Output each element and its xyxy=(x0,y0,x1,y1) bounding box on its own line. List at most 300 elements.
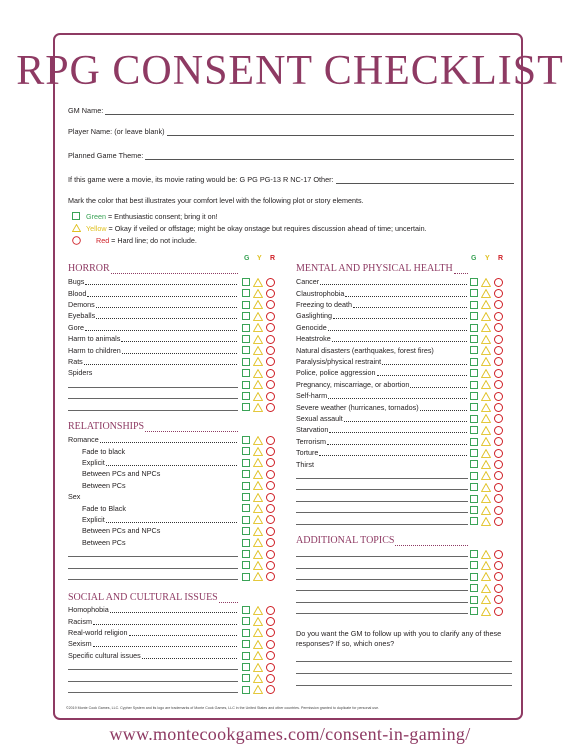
green-checkbox[interactable] xyxy=(242,640,250,648)
red-circle-checkbox[interactable] xyxy=(266,458,275,467)
legend-red xyxy=(96,236,197,245)
gyr-choice-group xyxy=(242,300,275,309)
green-checkbox[interactable] xyxy=(242,459,250,467)
red-circle-checkbox[interactable] xyxy=(266,380,275,389)
green-checkbox[interactable] xyxy=(470,607,478,615)
red-circle-checkbox[interactable] xyxy=(494,471,503,480)
green-checkbox[interactable] xyxy=(470,426,478,434)
green-checkbox[interactable] xyxy=(470,561,478,569)
green-checkbox[interactable] xyxy=(242,561,250,569)
green-checkbox[interactable] xyxy=(470,403,478,411)
yellow-triangle-checkbox[interactable] xyxy=(253,527,263,536)
yellow-triangle-icon xyxy=(72,224,81,232)
leader-dots xyxy=(110,606,237,613)
red-circle-checkbox[interactable] xyxy=(266,357,275,366)
green-checkbox[interactable] xyxy=(470,301,478,309)
gyr-choice-group xyxy=(242,458,275,467)
red-circle-checkbox[interactable] xyxy=(494,392,503,401)
gyr-choice-group xyxy=(242,640,275,649)
gyr-choice-group xyxy=(242,606,275,615)
checklist-item-label: Eyeballs xyxy=(68,311,96,321)
red-circle-checkbox[interactable] xyxy=(266,651,275,660)
red-circle-checkbox[interactable] xyxy=(266,685,275,694)
green-checkbox[interactable] xyxy=(242,527,250,535)
leader-dots xyxy=(353,301,467,308)
yellow-triangle-checkbox[interactable] xyxy=(253,640,263,649)
write-in-line[interactable] xyxy=(68,550,238,557)
red-circle-checkbox[interactable] xyxy=(494,494,503,503)
red-circle-checkbox[interactable] xyxy=(266,481,275,490)
leader-dots xyxy=(410,381,467,388)
checklist-row xyxy=(296,322,468,333)
legend-yellow xyxy=(86,224,427,233)
checklist-row xyxy=(68,344,238,355)
movie-rating-field[interactable] xyxy=(68,175,514,184)
gyr-choice-group xyxy=(242,335,275,344)
green-checkbox[interactable] xyxy=(470,495,478,503)
yellow-triangle-checkbox[interactable] xyxy=(481,595,491,604)
yellow-triangle-checkbox[interactable] xyxy=(253,685,263,694)
gyr-choice-group xyxy=(242,392,275,401)
checklist-item-label: Rats xyxy=(68,356,83,366)
yellow-triangle-checkbox[interactable] xyxy=(481,506,491,515)
blank-row xyxy=(296,605,468,616)
red-circle-checkbox[interactable] xyxy=(266,323,275,332)
red-circle-checkbox[interactable] xyxy=(494,323,503,332)
red-circle-checkbox[interactable] xyxy=(266,663,275,672)
green-checkbox[interactable] xyxy=(242,346,250,354)
green-checkbox[interactable] xyxy=(470,415,478,423)
blank-row xyxy=(296,559,468,570)
checklist-row xyxy=(68,525,238,536)
checklist-item-label: Between PCs xyxy=(82,537,126,547)
red-circle-checkbox[interactable] xyxy=(266,527,275,536)
write-in-line[interactable] xyxy=(68,573,238,580)
leader-dots xyxy=(93,640,237,647)
green-checkbox[interactable] xyxy=(470,449,478,457)
yellow-triangle-checkbox[interactable] xyxy=(253,312,263,321)
gyr-choice-group xyxy=(242,550,275,559)
gyr-choice-group xyxy=(242,561,275,570)
green-checkbox[interactable] xyxy=(470,358,478,366)
leader-dots xyxy=(96,312,237,319)
red-circle-checkbox[interactable] xyxy=(266,403,275,412)
yellow-triangle-checkbox[interactable] xyxy=(253,515,263,524)
yellow-triangle-checkbox[interactable] xyxy=(253,481,263,490)
green-checkbox[interactable] xyxy=(470,289,478,297)
gyr-choice-group xyxy=(470,584,503,593)
blank-row xyxy=(68,571,238,582)
yellow-triangle-checkbox[interactable] xyxy=(253,323,263,332)
green-checkbox[interactable] xyxy=(242,381,250,389)
green-checkbox[interactable] xyxy=(242,686,250,694)
yellow-triangle-checkbox[interactable] xyxy=(253,663,263,672)
gm-name-label: GM Name: xyxy=(68,106,104,115)
blank-row xyxy=(296,594,468,605)
yellow-triangle-checkbox[interactable] xyxy=(253,392,263,401)
write-in-line[interactable] xyxy=(296,562,468,569)
yellow-triangle-checkbox[interactable] xyxy=(481,471,491,480)
red-circle-checkbox[interactable] xyxy=(494,278,503,287)
red-circle-checkbox[interactable] xyxy=(494,561,503,570)
yellow-triangle-checkbox[interactable] xyxy=(481,550,491,559)
checklist-item-label: Sexual assault xyxy=(296,413,343,423)
green-checkbox[interactable] xyxy=(242,278,250,286)
gyr-choice-group xyxy=(470,471,503,480)
write-in-line[interactable] xyxy=(68,404,238,411)
write-in-line[interactable] xyxy=(296,483,468,490)
write-in-line[interactable] xyxy=(68,381,238,388)
yellow-triangle-checkbox[interactable] xyxy=(253,504,263,513)
gyr-choice-group xyxy=(470,289,503,298)
red-circle-checkbox[interactable] xyxy=(494,335,503,344)
yellow-triangle-checkbox[interactable] xyxy=(253,380,263,389)
green-checkbox[interactable] xyxy=(242,504,250,512)
red-circle-checkbox[interactable] xyxy=(494,414,503,423)
checklist-item-label: Between PCs and NPCs xyxy=(82,526,161,536)
yellow-triangle-checkbox[interactable] xyxy=(253,538,263,547)
yellow-triangle-checkbox[interactable] xyxy=(481,414,491,423)
red-circle-checkbox[interactable] xyxy=(494,357,503,366)
red-circle-checkbox[interactable] xyxy=(494,346,503,355)
checklist-row xyxy=(296,276,468,287)
red-circle-checkbox[interactable] xyxy=(266,504,275,513)
checklist-item-label: Harm to animals xyxy=(68,334,121,344)
red-circle-checkbox[interactable] xyxy=(494,289,503,298)
yellow-triangle-checkbox[interactable] xyxy=(481,584,491,593)
green-checkbox[interactable] xyxy=(242,516,250,524)
red-circle-checkbox[interactable] xyxy=(494,426,503,435)
gm-name-field[interactable] xyxy=(68,106,514,115)
red-circle-checkbox[interactable] xyxy=(266,538,275,547)
leader-dots xyxy=(377,369,467,376)
yellow-triangle-checkbox[interactable] xyxy=(481,449,491,458)
red-circle-checkbox[interactable] xyxy=(494,483,503,492)
green-checkbox[interactable] xyxy=(470,596,478,604)
yellow-triangle-checkbox[interactable] xyxy=(253,617,263,626)
yellow-triangle-checkbox[interactable] xyxy=(481,335,491,344)
checklist-item-label: Genocide xyxy=(296,322,327,332)
gyr-choice-group xyxy=(242,481,275,490)
followup-line[interactable] xyxy=(296,684,512,686)
green-checkbox[interactable] xyxy=(470,483,478,491)
red-circle-checkbox[interactable] xyxy=(266,561,275,570)
green-checkbox[interactable] xyxy=(470,324,478,332)
red-circle-checkbox[interactable] xyxy=(494,312,503,321)
green-checkbox[interactable] xyxy=(242,358,250,366)
green-checkbox[interactable] xyxy=(242,301,250,309)
checklist-item-label: Pregnancy, miscarriage, or abortion xyxy=(296,379,410,389)
yellow-triangle-checkbox[interactable] xyxy=(253,300,263,309)
yellow-triangle-checkbox[interactable] xyxy=(253,289,263,298)
gyr-choice-group xyxy=(470,449,503,458)
green-checkbox[interactable] xyxy=(242,403,250,411)
yellow-triangle-checkbox[interactable] xyxy=(253,357,263,366)
checklist-row xyxy=(68,604,238,615)
red-circle-checkbox[interactable] xyxy=(494,449,503,458)
green-checkbox[interactable] xyxy=(470,550,478,558)
red-circle-checkbox[interactable] xyxy=(494,460,503,469)
yellow-triangle-checkbox[interactable] xyxy=(253,278,263,287)
red-circle-checkbox[interactable] xyxy=(494,506,503,515)
green-checkbox[interactable] xyxy=(470,392,478,400)
yellow-triangle-checkbox[interactable] xyxy=(253,470,263,479)
yellow-triangle-checkbox[interactable] xyxy=(481,289,491,298)
red-circle-checkbox[interactable] xyxy=(266,289,275,298)
red-circle-checkbox[interactable] xyxy=(494,380,503,389)
green-checkbox[interactable] xyxy=(242,629,250,637)
green-checkbox[interactable] xyxy=(470,517,478,525)
gyr-choice-group xyxy=(470,460,503,469)
yellow-triangle-checkbox[interactable] xyxy=(481,561,491,570)
write-in-line[interactable] xyxy=(68,663,238,670)
yellow-triangle-checkbox[interactable] xyxy=(253,493,263,502)
red-circle-checkbox[interactable] xyxy=(266,369,275,378)
yellow-triangle-checkbox[interactable] xyxy=(481,460,491,469)
section-social-title: SOCIAL AND CULTURAL ISSUES xyxy=(68,592,238,603)
red-circle-checkbox[interactable] xyxy=(266,640,275,649)
player-name-line[interactable] xyxy=(167,128,514,136)
yellow-triangle-checkbox[interactable] xyxy=(481,517,491,526)
green-checkbox[interactable] xyxy=(242,493,250,501)
page-title: RPG CONSENT CHECKLIST xyxy=(16,48,564,94)
yellow-triangle-checkbox[interactable] xyxy=(253,403,263,412)
red-circle-checkbox[interactable] xyxy=(266,447,275,456)
red-circle-checkbox[interactable] xyxy=(494,437,503,446)
write-in-line[interactable] xyxy=(296,596,468,603)
followup-line[interactable] xyxy=(296,660,512,662)
green-checkbox[interactable] xyxy=(470,278,478,286)
blank-row xyxy=(68,559,238,570)
yellow-triangle-checkbox[interactable] xyxy=(253,447,263,456)
green-checkbox[interactable] xyxy=(470,584,478,592)
yellow-triangle-checkbox[interactable] xyxy=(481,346,491,355)
write-in-line[interactable] xyxy=(296,607,468,614)
write-in-line[interactable] xyxy=(296,550,468,557)
movie-rating-line[interactable] xyxy=(336,176,514,184)
green-checkbox[interactable] xyxy=(242,470,250,478)
yellow-triangle-checkbox[interactable] xyxy=(253,561,263,570)
yellow-triangle-checkbox[interactable] xyxy=(253,335,263,344)
write-in-line[interactable] xyxy=(296,518,468,525)
red-circle-checkbox[interactable] xyxy=(494,550,503,559)
gyr-choice-group xyxy=(242,527,275,536)
checklist-item-label: Between PCs and NPCs xyxy=(82,469,161,479)
green-checkbox[interactable] xyxy=(242,482,250,490)
yellow-triangle-checkbox[interactable] xyxy=(253,436,263,445)
gyr-choice-group xyxy=(470,380,503,389)
red-circle-checkbox[interactable] xyxy=(494,595,503,604)
checklist-item-label: Natural disasters (earthquakes, forest fires) xyxy=(296,345,434,355)
red-circle-checkbox[interactable] xyxy=(494,403,503,412)
followup-line[interactable] xyxy=(296,672,512,674)
red-circle-checkbox[interactable] xyxy=(266,346,275,355)
leader-dots xyxy=(329,426,467,433)
write-in-line[interactable] xyxy=(68,562,238,569)
green-checkbox[interactable] xyxy=(470,472,478,480)
write-in-line[interactable] xyxy=(296,495,468,502)
red-circle-checkbox[interactable] xyxy=(494,517,503,526)
checklist-item-label: Torture xyxy=(296,448,319,458)
yellow-triangle-checkbox[interactable] xyxy=(253,674,263,683)
gyr-choice-group xyxy=(242,346,275,355)
game-theme-field[interactable] xyxy=(68,151,514,160)
gyr-choice-group xyxy=(470,550,503,559)
red-circle-checkbox[interactable] xyxy=(266,335,275,344)
yellow-triangle-checkbox[interactable] xyxy=(253,346,263,355)
gm-name-line[interactable] xyxy=(105,107,514,115)
green-checkbox[interactable] xyxy=(470,506,478,514)
red-circle-checkbox[interactable] xyxy=(266,493,275,502)
red-circle-checkbox[interactable] xyxy=(494,572,503,581)
green-checkbox[interactable] xyxy=(242,606,250,614)
write-in-line[interactable] xyxy=(68,675,238,682)
yellow-triangle-checkbox[interactable] xyxy=(481,426,491,435)
green-checkbox[interactable] xyxy=(242,312,250,320)
red-circle-checkbox[interactable] xyxy=(494,607,503,616)
green-checkbox[interactable] xyxy=(242,573,250,581)
yellow-triangle-checkbox[interactable] xyxy=(481,323,491,332)
green-checkbox[interactable] xyxy=(470,573,478,581)
red-circle-checkbox[interactable] xyxy=(266,550,275,559)
gyr-choice-group xyxy=(242,538,275,547)
red-circle-checkbox[interactable] xyxy=(266,628,275,637)
player-name-field[interactable] xyxy=(68,127,514,136)
leader-dots xyxy=(129,629,237,636)
green-checkbox[interactable] xyxy=(242,436,250,444)
checklist-row xyxy=(68,480,238,491)
green-checkbox[interactable] xyxy=(242,392,250,400)
section-additional-title: ADDITIONAL TOPICS xyxy=(296,535,468,546)
checklist-item-label: Gaslighting xyxy=(296,311,332,321)
checklist-item-label: Self-harm xyxy=(296,391,328,401)
yellow-triangle-checkbox[interactable] xyxy=(253,572,263,581)
green-checkbox[interactable] xyxy=(470,438,478,446)
red-circle-checkbox[interactable] xyxy=(266,470,275,479)
leader-dots xyxy=(93,618,237,625)
write-in-line[interactable] xyxy=(68,392,238,399)
green-checkbox[interactable] xyxy=(242,550,250,558)
leader-dots xyxy=(106,516,237,523)
yellow-triangle-checkbox[interactable] xyxy=(253,550,263,559)
red-circle-checkbox[interactable] xyxy=(266,606,275,615)
write-in-line[interactable] xyxy=(296,573,468,580)
checklist-item-label: Spiders xyxy=(68,368,93,378)
red-circle-checkbox[interactable] xyxy=(266,392,275,401)
gyr-choice-group xyxy=(242,403,275,412)
red-circle-checkbox[interactable] xyxy=(494,584,503,593)
checklist-item-label: Bugs xyxy=(68,277,85,287)
write-in-line[interactable] xyxy=(68,686,238,693)
gyr-choice-group xyxy=(470,572,503,581)
gyr-choice-group xyxy=(470,392,503,401)
red-circle-checkbox[interactable] xyxy=(266,300,275,309)
write-in-line[interactable] xyxy=(296,472,468,479)
green-checkbox[interactable] xyxy=(242,369,250,377)
yellow-triangle-checkbox[interactable] xyxy=(253,606,263,615)
checklist-row xyxy=(296,310,468,321)
red-circle-checkbox[interactable] xyxy=(266,617,275,626)
yellow-triangle-checkbox[interactable] xyxy=(481,312,491,321)
yellow-triangle-checkbox[interactable] xyxy=(481,392,491,401)
yellow-triangle-checkbox[interactable] xyxy=(481,483,491,492)
movie-rating-label: If this game were a movie, its movie rating would be: G PG PG-13 R NC-17 Other: xyxy=(68,175,334,184)
yellow-triangle-checkbox[interactable] xyxy=(481,403,491,412)
site-url[interactable]: www.montecookgames.com/consent-in-gaming/ xyxy=(109,724,471,744)
red-circle-checkbox[interactable] xyxy=(266,436,275,445)
write-in-line[interactable] xyxy=(296,506,468,513)
green-checkbox[interactable] xyxy=(242,447,250,455)
yellow-triangle-checkbox[interactable] xyxy=(481,572,491,581)
yellow-triangle-checkbox[interactable] xyxy=(481,300,491,309)
yellow-triangle-checkbox[interactable] xyxy=(481,494,491,503)
checklist-item-label: Gore xyxy=(68,322,84,332)
green-checkbox[interactable] xyxy=(242,652,250,660)
green-checkbox[interactable] xyxy=(242,674,250,682)
yellow-triangle-checkbox[interactable] xyxy=(253,369,263,378)
green-square-icon xyxy=(72,212,80,220)
checklist-item-label: Starvation xyxy=(296,425,329,435)
leader-dots xyxy=(320,278,467,285)
red-circle-checkbox[interactable] xyxy=(266,572,275,581)
blank-row xyxy=(68,390,238,401)
green-checkbox[interactable] xyxy=(470,346,478,354)
green-checkbox[interactable] xyxy=(242,289,250,297)
green-checkbox[interactable] xyxy=(470,335,478,343)
leader-dots xyxy=(100,436,237,443)
yellow-triangle-checkbox[interactable] xyxy=(481,607,491,616)
green-checkbox[interactable] xyxy=(242,539,250,547)
red-circle-checkbox[interactable] xyxy=(494,300,503,309)
checklist-row xyxy=(68,514,238,525)
green-checkbox[interactable] xyxy=(242,335,250,343)
checklist-row xyxy=(68,434,238,445)
col-header-y-right: Y xyxy=(485,255,490,262)
write-in-line[interactable] xyxy=(296,584,468,591)
checklist-item-label: Claustrophobia xyxy=(296,288,345,298)
red-circle-checkbox[interactable] xyxy=(266,312,275,321)
red-circle-checkbox[interactable] xyxy=(266,515,275,524)
green-checkbox[interactable] xyxy=(470,460,478,468)
yellow-triangle-checkbox[interactable] xyxy=(253,628,263,637)
game-theme-line[interactable] xyxy=(145,152,514,160)
yellow-triangle-checkbox[interactable] xyxy=(253,458,263,467)
legend-red-text: = Hard line; do not include. xyxy=(109,236,197,245)
green-checkbox[interactable] xyxy=(470,381,478,389)
green-checkbox[interactable] xyxy=(470,369,478,377)
yellow-triangle-checkbox[interactable] xyxy=(253,651,263,660)
green-checkbox[interactable] xyxy=(470,312,478,320)
gyr-choice-group xyxy=(470,494,503,503)
green-checkbox[interactable] xyxy=(242,324,250,332)
gyr-choice-group xyxy=(470,607,503,616)
yellow-triangle-checkbox[interactable] xyxy=(481,278,491,287)
checklist-row xyxy=(68,310,238,321)
yellow-triangle-checkbox[interactable] xyxy=(481,437,491,446)
checklist-item-label: Harm to children xyxy=(68,345,121,355)
green-checkbox[interactable] xyxy=(242,617,250,625)
leader-dots xyxy=(122,347,237,354)
legend-red-word: Red xyxy=(96,236,110,245)
yellow-triangle-checkbox[interactable] xyxy=(481,357,491,366)
red-circle-checkbox[interactable] xyxy=(266,674,275,683)
red-circle-checkbox[interactable] xyxy=(266,278,275,287)
red-circle-checkbox[interactable] xyxy=(494,369,503,378)
yellow-triangle-checkbox[interactable] xyxy=(481,369,491,378)
player-name-label: Player Name: (or leave blank) xyxy=(68,127,165,136)
yellow-triangle-checkbox[interactable] xyxy=(481,380,491,389)
green-checkbox[interactable] xyxy=(242,663,250,671)
